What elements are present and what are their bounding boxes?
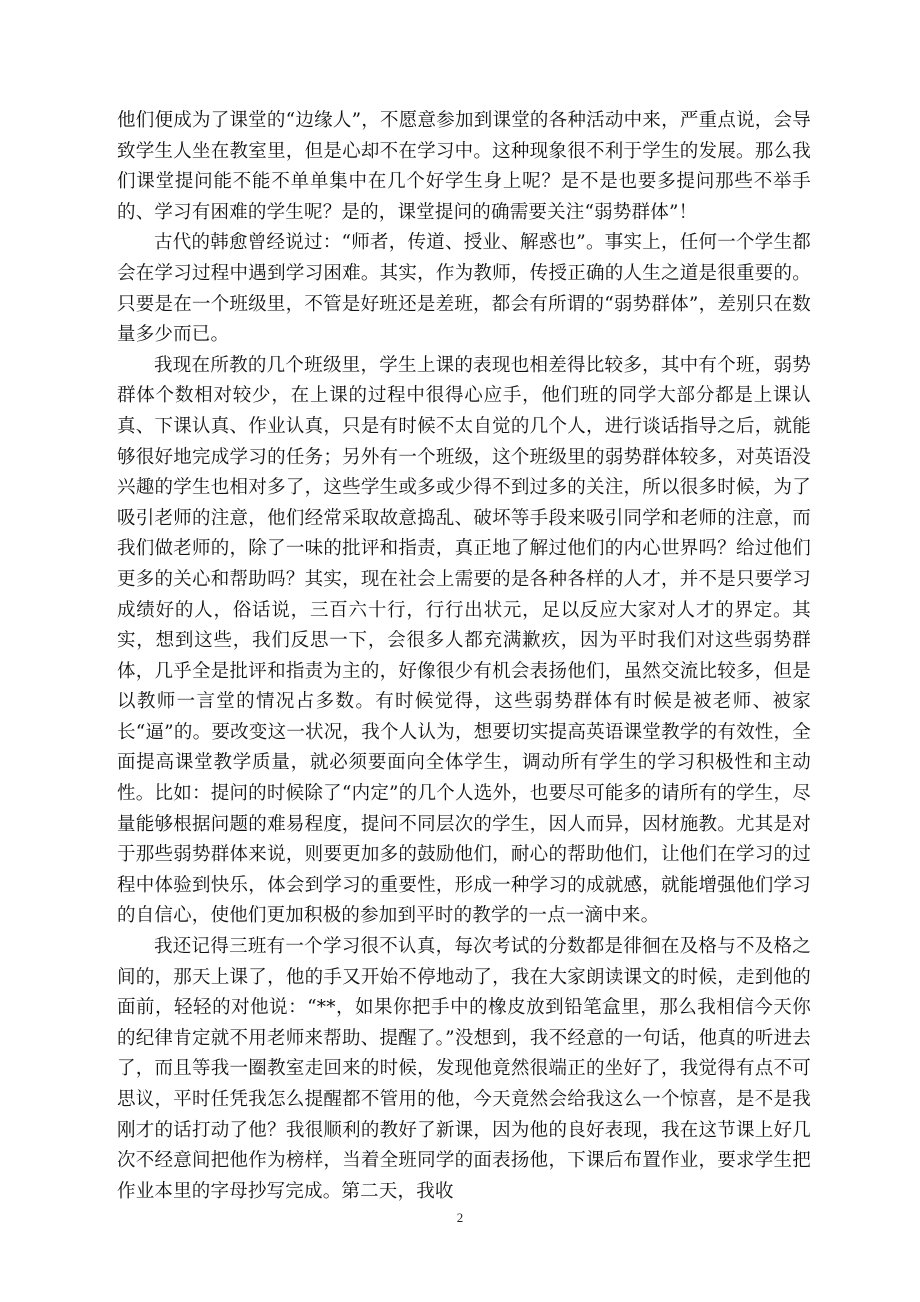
paragraph-class-three-story: 我还记得三班有一个学习很不认真，每次考试的分数都是徘徊在及格与不及格之间的，那天上课了，他的手又开始不停地动了，我在大家朗读课文的时候，走到他的面前，轻轻的对他说：“**，如果你把手中的橡皮放到铅笔盒里，那么我相信今天你的纪律肯定就不用老师来帮助、提醒了。”没想到，我不经意的一句话，他真的听进去了，而且等我一圈教室走回来的时候，发现他竟然很端正的坐好了，我觉得有点不可思议，平时任凭我怎么提醒都不管用的他，今天竟然会给我这么一个惊喜，是不是我刚才的话打动了他？我很顺利的教好了新课，因为他的良好表现，我在这节课上好几次不经意间把他作为榜样，当着全班同学的面表扬他，下课后布置作业，要求学生把作业本里的字母抄写完成。第二天，我收 — [117, 936, 811, 1202]
page-number: 2 — [456, 1210, 464, 1225]
paragraph-continued: 他们便成为了课堂的“边缘人”，不愿意参加到课堂的各种活动中来，严重点说，会导致学生人坐在教室里，但是心却不在学习中。这种现象很不利于学生的发展。那么我们课堂提问能不能不单单集中在几个好学生身上呢？是不是也要多提问那些不举手的、学习有困难的学生呢？是的，课堂提问的确需要关注“弱势群体”！ — [117, 110, 811, 223]
paragraph-current-classes: 我现在所教的几个班级里，学生上课的表现也相差得比较多，其中有个班，弱势群体个数相对较少，在上课的过程中很得心应手，他们班的同学大部分都是上课认真、下课认真、作业认真，只是有时候不太自觉的几个人，进行谈话指导之后，就能够很好地完成学习的任务；另外有一个班级，这个班级里的弱势群体较多，对英语没兴趣的学生也相对多了，这些学生或多或少得不到过多的关注，所以很多时候，为了吸引老师的注意，他们经常采取故意捣乱、破坏等手段来吸引同学和老师的注意，而我们做老师的，除了一味的批评和指责，真正地了解过他们的内心世界吗？给过他们更多的关心和帮助吗？其实，现在社会上需要的是各种各样的人才，并不是只要学习成绩好的人，俗话说，三百六十行，行行出状元，足以反应大家对人才的界定。其实，想到这些，我们反思一下，会很多人都充满歉疚，因为平时我们对这些弱势群体，几乎全是批评和指责为主的，好像很少有机会表扬他们，虽然交流比较多，但是以教师一言堂的情况占多数。有时候觉得，这些弱势群体有时候是被老师、被家长“逼”的。要改变这一状况，我个人认为，想要切实提高英语课堂教学的有效性，全面提高课堂教学质量，就必须要面向全体学生，调动所有学生的学习积极性和主动性。比如：提问的时候除了“内定”的几个人选外，也要尽可能多的请所有的学生，尽量能够根据问题的难易程度，提问不同层次的学生，因人而异，因材施教。尤其是对于那些弱势群体来说，则要更加多的鼓励他们，耐心的帮助他们，让他们在学习的过程中体验到快乐，体会到学习的重要性，形成一种学习的成就感，就能增强他们学习的自信心，使他们更加积极的参加到平时的教学的一点一滴中来。 — [117, 354, 811, 927]
paragraph-han-yu-quote: 古代的韩愈曾经说过：“师者，传道、授业、解惑也”。事实上，任何一个学生都会在学习过程中遇到学习困难。其实，作为教师，传授正确的人生之道是很重要的。只要是在一个班级里，不管是好班还是差班，都会有所谓的“弱势群体”，差别只在数量多少而已。 — [117, 232, 811, 346]
document-body — [117, 106, 811, 1207]
